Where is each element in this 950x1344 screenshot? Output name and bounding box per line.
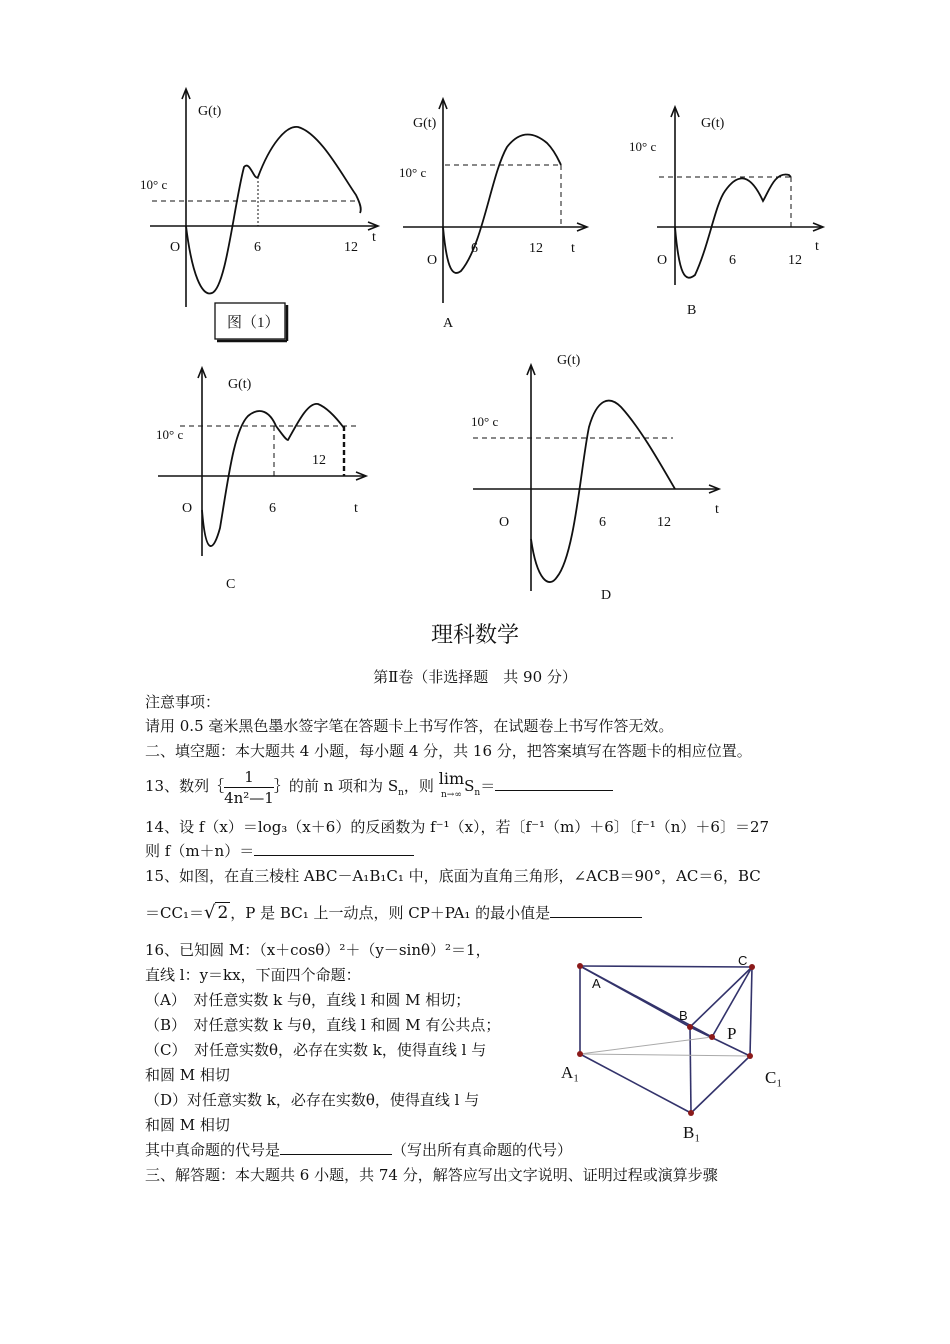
svg-text:12: 12 — [657, 515, 671, 530]
question-16-line-2: 直线 l：y＝kx，下面四个命题： — [145, 966, 361, 984]
graph-option-d — [465, 345, 730, 605]
ref-label: 10° c — [140, 177, 168, 192]
section-3-heading: 三、解答题：本大题共 6 小题，共 74 分，解答应写出文字说明、证明过程或演算步骤 — [145, 1166, 718, 1184]
svg-text:6: 6 — [471, 241, 478, 256]
svg-text:6: 6 — [599, 515, 606, 530]
svg-text:O: O — [657, 253, 668, 268]
svg-text:t: t — [354, 501, 358, 516]
curve — [202, 404, 344, 546]
axes — [150, 89, 378, 307]
svg-text:10° c: 10° c — [471, 414, 499, 429]
answer-blank-15 — [550, 903, 642, 918]
graph-figure-1 — [130, 85, 390, 345]
prism-figure — [555, 950, 795, 1150]
svg-text:G(t): G(t) — [228, 377, 252, 392]
option-a: （A） 对任意实数 k 与θ，直线 l 和圆 M 相切； — [145, 991, 471, 1009]
svg-text:C₁: C₁ — [765, 1068, 783, 1087]
caption: D — [601, 588, 612, 603]
svg-text:O: O — [427, 253, 438, 268]
svg-text:6: 6 — [269, 501, 276, 516]
svg-text:G(t): G(t) — [413, 116, 437, 131]
caption: A — [443, 316, 454, 331]
answer-blank-13 — [495, 776, 613, 791]
svg-text:10° c: 10° c — [629, 139, 657, 154]
caption: C — [226, 577, 236, 592]
svg-text:O: O — [499, 515, 510, 530]
answer-blank-14 — [254, 841, 414, 856]
svg-text:t: t — [571, 241, 575, 256]
graph-option-a — [395, 95, 595, 340]
xlabel: t — [372, 230, 376, 245]
svg-text:6: 6 — [729, 253, 736, 268]
question-14-line-2: 则 f（m＋n）＝ — [145, 841, 414, 861]
tick-6: 6 — [254, 240, 261, 255]
curve — [186, 127, 361, 294]
section-subtitle: 第Ⅱ卷（非选择题 共 90 分） — [373, 668, 577, 686]
svg-text:G(t): G(t) — [557, 353, 581, 368]
notice-heading: 注意事项： — [145, 693, 221, 711]
question-16-answer: 其中真命题的代号是 （写出所有真命题的代号） — [145, 1141, 573, 1159]
svg-text:P: P — [727, 1024, 737, 1043]
option-c-cont: 和圆 M 相切 — [145, 1066, 230, 1084]
question-13: 13、数列｛ $\frac{1}{\text{4n²—1}}$ ｝的前 n 项和为 $S_n$，则 lim n→∞ $S_n=$ — [145, 764, 613, 815]
fraction: $\frac{1}{\text{4n²—1}}$ — [224, 767, 274, 807]
limit: lim n→∞ — [438, 769, 465, 800]
svg-text:B: B — [679, 1008, 688, 1023]
svg-text:A₁: A₁ — [561, 1063, 580, 1082]
svg-text:C: C — [738, 953, 748, 968]
svg-text:12: 12 — [312, 453, 326, 468]
option-b: （B） 对任意实数 k 与θ，直线 l 和圆 M 有公共点； — [145, 1016, 501, 1034]
option-d-cont: 和圆 M 相切 — [145, 1116, 230, 1134]
option-d: （D）对任意实数 k，必存在实数θ，使得直线 l 与 — [145, 1091, 480, 1109]
svg-text:G(t): G(t) — [701, 116, 725, 131]
graph-option-b — [625, 95, 835, 325]
answer-blank-16 — [280, 1140, 392, 1155]
question-16-line-1: 16、已知圆 M：（x＋cosθ）²＋（y－sinθ）²＝1， — [145, 941, 491, 959]
question-15-line-2: ＝CC₁＝√ 2 ，P 是 BC₁ 上一动点，则 CP＋PA₁ 的最小值是 — [145, 903, 642, 923]
svg-text:A: A — [592, 976, 601, 991]
svg-text:B₁: B₁ — [683, 1123, 701, 1142]
caption: B — [687, 303, 697, 318]
origin-label: O — [170, 240, 181, 255]
question-14-line-1: 14、设 f（x）＝log₃（x＋6）的反函数为 f⁻¹（x），若〔f⁻¹（m）＋6〕〔f⁻¹（n）＋6〕＝27 — [145, 818, 770, 836]
svg-text:12: 12 — [529, 241, 543, 256]
caption: 图（1） — [227, 315, 280, 331]
curve — [531, 401, 675, 582]
tick-12: 12 — [344, 240, 358, 255]
curve — [443, 135, 561, 273]
notice-body: 请用 0.5 毫米黑色墨水签字笔在答题卡上书写作答，在试题卷上书写作答无效。 — [145, 717, 674, 735]
svg-text:12: 12 — [788, 253, 802, 268]
svg-text:10° c: 10° c — [399, 165, 427, 180]
svg-text:t: t — [715, 502, 719, 517]
graph-option-c — [150, 360, 380, 595]
svg-text:t: t — [815, 239, 819, 254]
question-15-line-1: 15、如图，在直三棱柱 ABC－A₁B₁C₁ 中，底面为直角三角形，∠ACB＝90°，AC＝6，BC — [145, 867, 761, 885]
svg-text:10° c: 10° c — [156, 427, 184, 442]
svg-text:O: O — [182, 501, 193, 516]
section-2-heading: 二、填空题：本大题共 4 小题，每小题 4 分，共 16 分，把答案填写在答题卡的相应位置。 — [145, 742, 752, 760]
option-c: （C） 对任意实数θ，必存在实数 k，使得直线 l 与 — [145, 1041, 487, 1059]
ylabel: G(t) — [198, 104, 222, 119]
page-title: 理科数学 — [430, 623, 519, 648]
